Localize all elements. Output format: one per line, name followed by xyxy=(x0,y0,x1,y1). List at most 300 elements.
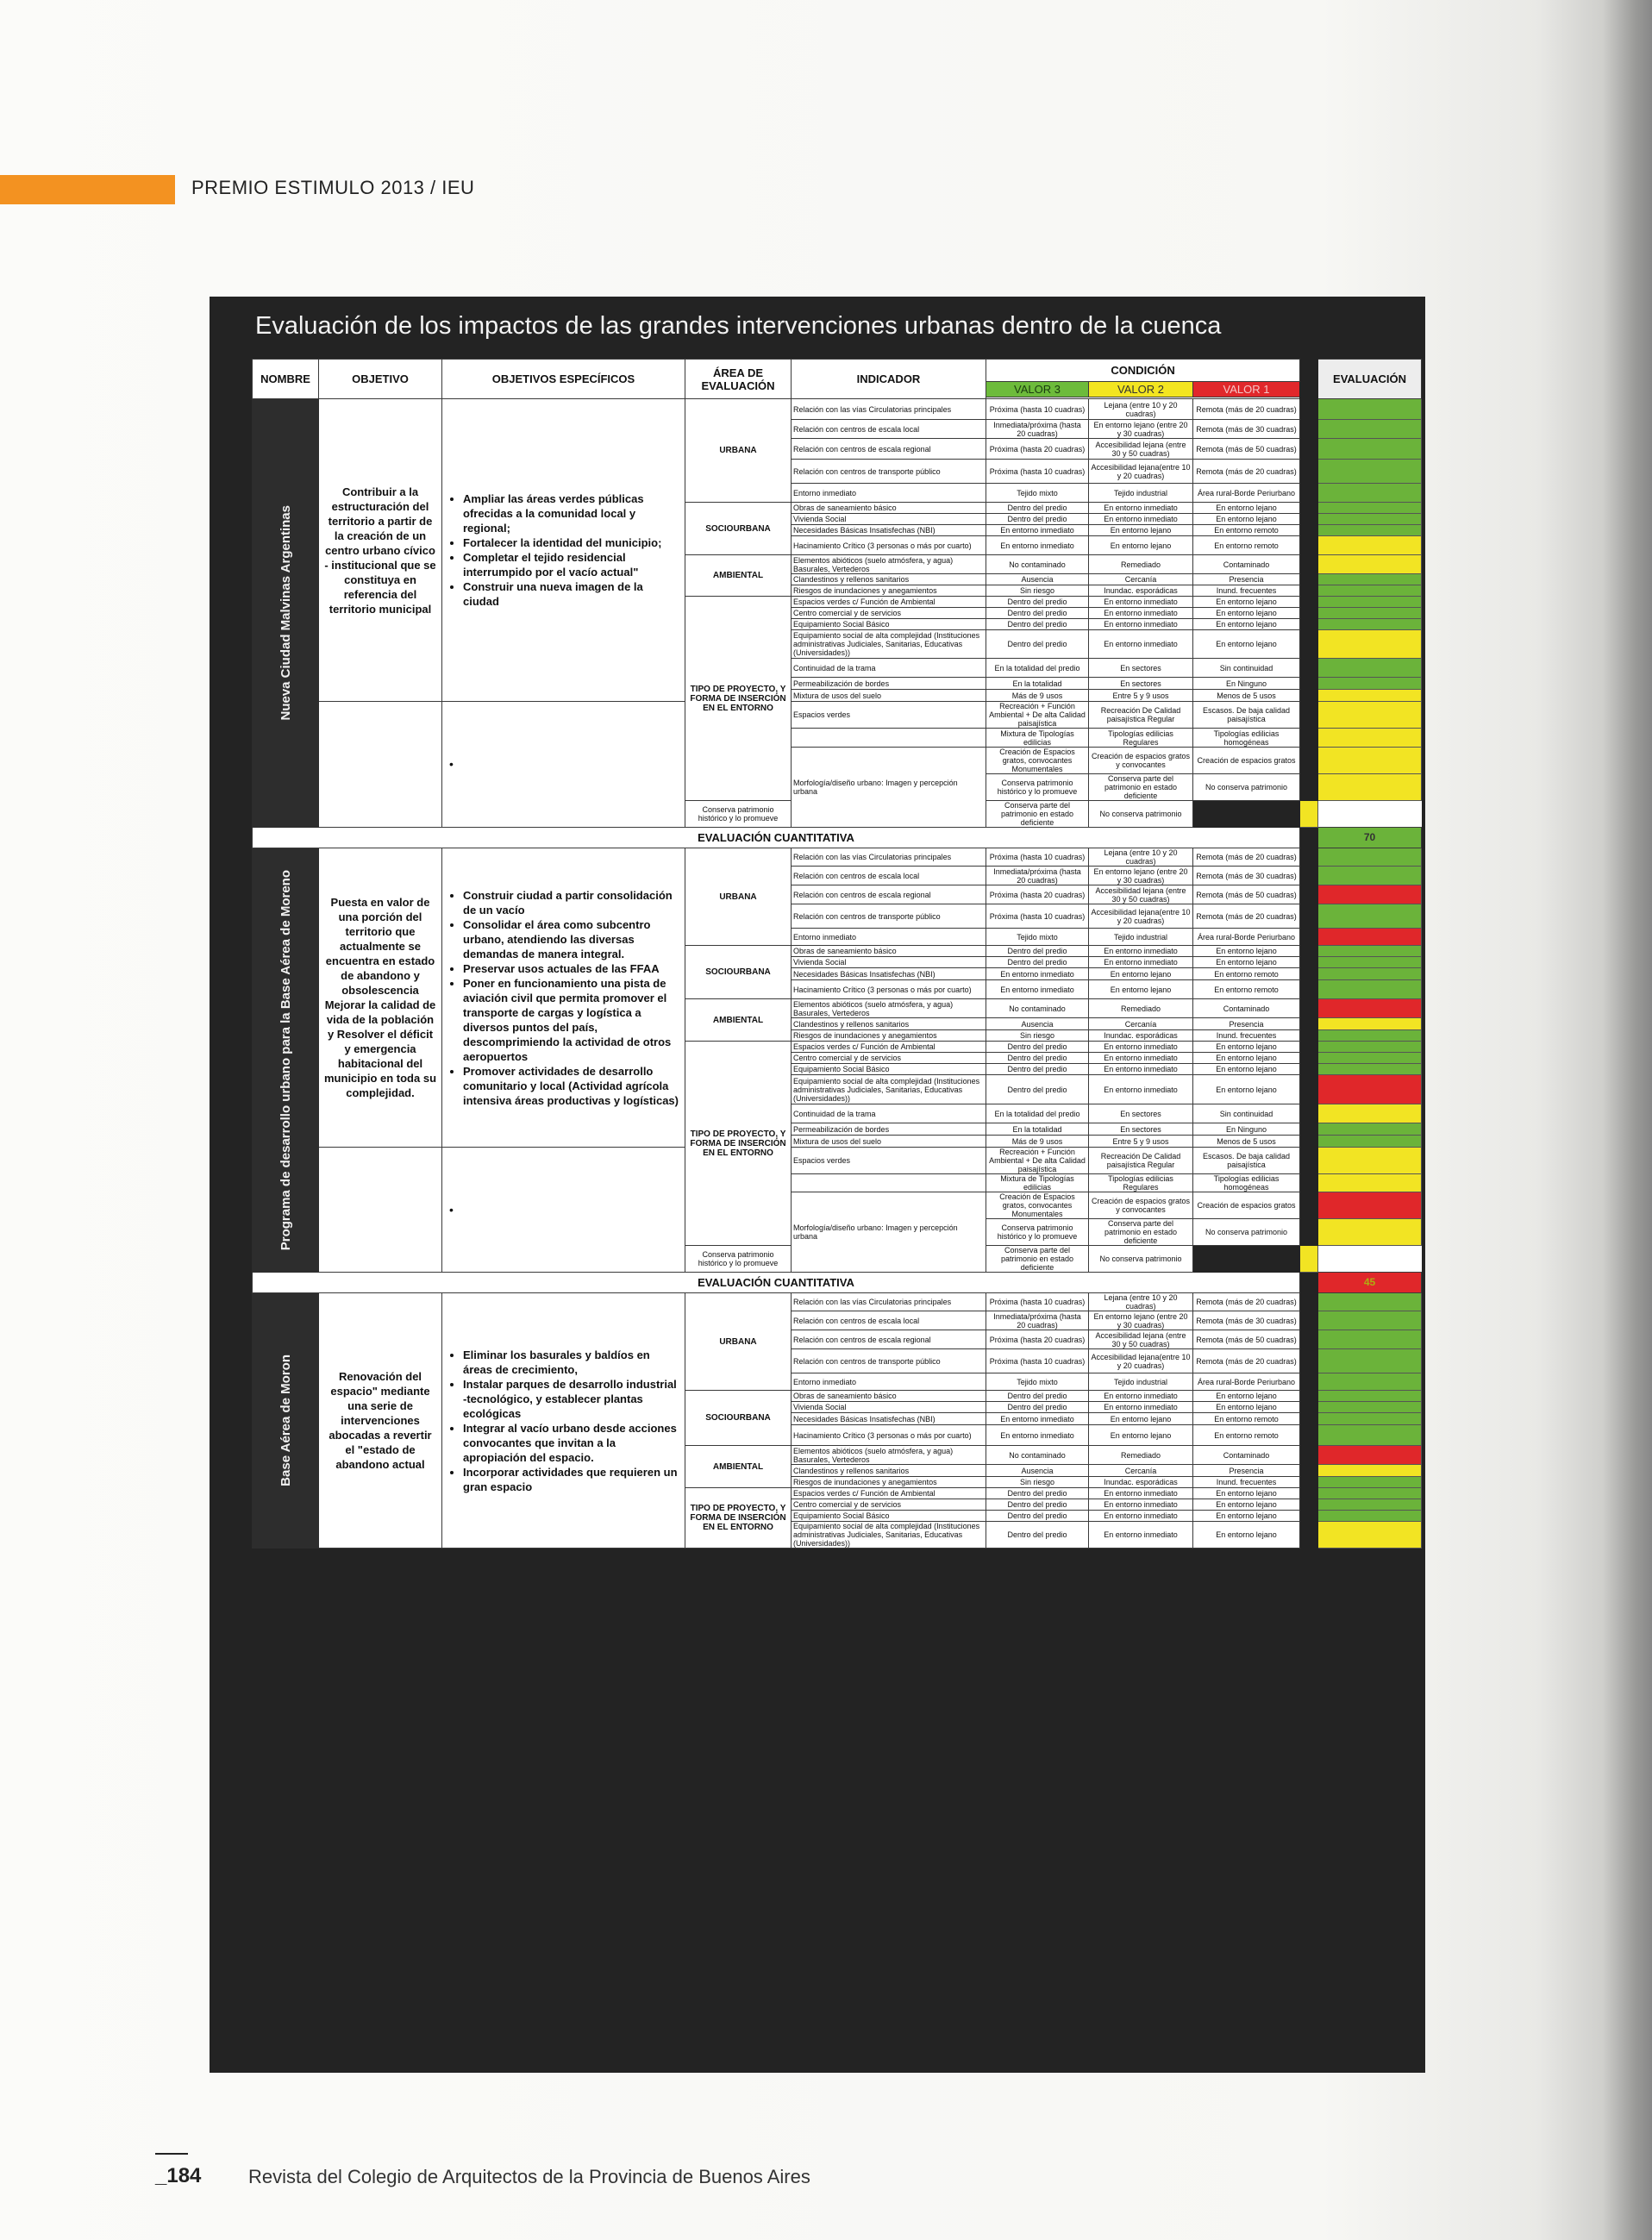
evaluation-cell xyxy=(1318,1192,1422,1219)
value-3: Dentro del predio xyxy=(986,1402,1089,1413)
value-3: En entorno inmediato xyxy=(986,1413,1089,1425)
value-3: Sin riesgo xyxy=(986,585,1089,597)
value-2: En entorno inmediato xyxy=(1089,1488,1193,1499)
indicator: Clandestinos y rellenos sanitarios xyxy=(792,1465,986,1477)
value-3: Próxima (hasta 10 cuadras) xyxy=(986,1349,1089,1373)
gap-cell xyxy=(1300,968,1318,980)
value-2: Conserva parte del patrimonio en estado deficiente xyxy=(986,1246,1089,1273)
evaluation-cell xyxy=(1318,867,1422,885)
table-row xyxy=(253,1293,1422,1311)
value-2: Creación de espacios gratos y convocantes xyxy=(1089,748,1193,774)
specific-objective-item: • Completar el tejido residencial interrumpido por el vacío actual" xyxy=(463,550,679,579)
value-3: Más de 9 usos xyxy=(986,1136,1089,1148)
value-1: Remota (más de 20 cuadras) xyxy=(1193,904,1300,929)
indicator: Elementos abióticos (suelo atmósfera, y agua) Basurales, Vertederos xyxy=(792,999,986,1018)
area-sociourbana: SOCIOURBANA xyxy=(685,503,792,555)
value-2: En entorno inmediato xyxy=(1089,1522,1193,1549)
value-1: En entorno remoto xyxy=(1193,1413,1300,1425)
table-row xyxy=(253,399,1422,420)
indicator: Espacios verdes xyxy=(792,702,986,729)
evaluation-cell xyxy=(1318,1373,1422,1391)
page-number: _184 xyxy=(155,2164,202,2187)
evaluation-cell xyxy=(1318,585,1422,597)
gap-cell xyxy=(1300,1148,1318,1174)
journal-name: Revista del Colegio de Arquitectos de la Provincia de Buenos Aires xyxy=(248,2166,810,2187)
value-3: En entorno inmediato xyxy=(986,968,1089,980)
gap-cell xyxy=(1300,702,1318,729)
area-tipo: TIPO DE PROYECTO, Y FORMA DE INSERCIÓN EN EL ENTORNO xyxy=(685,597,792,801)
area-urbana: URBANA xyxy=(685,399,792,503)
value-3: Mixtura de Tipologías edilicias xyxy=(986,1174,1089,1192)
value-1: En entorno remoto xyxy=(1193,968,1300,980)
evaluation-cell xyxy=(1318,536,1422,555)
value-1: Creación de espacios gratos xyxy=(1193,748,1300,774)
gap-cell xyxy=(1300,867,1318,885)
value-1: Remota (más de 50 cuadras) xyxy=(1193,885,1300,904)
value-1: En entorno lejano xyxy=(1193,1488,1300,1499)
gap-cell xyxy=(1300,1330,1318,1349)
value-3: Dentro del predio xyxy=(986,630,1089,659)
value-3: Conserva patrimonio histórico y lo promueve xyxy=(685,801,792,828)
value-2: Inundac. esporádicas xyxy=(1089,1030,1193,1042)
value-3: Sin riesgo xyxy=(986,1477,1089,1488)
indicator: Relación con centros de escala local xyxy=(792,1311,986,1330)
value-3: No contaminado xyxy=(986,999,1089,1018)
value-1: Sin continuidad xyxy=(1193,1104,1300,1123)
evaluation-cell xyxy=(1318,1030,1422,1042)
col-nombre: NOMBRE xyxy=(253,360,319,399)
evaluation-cell xyxy=(1318,1075,1422,1104)
value-3: Creación de Espacios gratos, convocantes Monumentales xyxy=(986,1192,1089,1219)
indicator: Mixtura de usos del suelo xyxy=(792,690,986,702)
indicator: Equipamiento Social Básico xyxy=(792,1511,986,1522)
indicator: Equipamiento social de alta complejidad (Instituciones administrativas Judiciales, Sanitarias, Educativas (Universidades)) xyxy=(792,630,986,659)
gap-cell xyxy=(1300,1391,1318,1402)
value-3: No contaminado xyxy=(986,555,1089,574)
gap-cell xyxy=(1300,1136,1318,1148)
project-name xyxy=(253,848,319,1273)
objective-empty xyxy=(319,702,442,828)
value-3: En la totalidad del predio xyxy=(986,659,1089,678)
value-3: Dentro del predio xyxy=(986,1488,1089,1499)
footer-rule xyxy=(155,2153,188,2155)
value-3: Dentro del predio xyxy=(986,1522,1089,1549)
value-3: En entorno inmediato xyxy=(986,525,1089,536)
value-3: No contaminado xyxy=(986,1446,1089,1465)
evaluation-cell xyxy=(1318,968,1422,980)
gap-cell xyxy=(1300,1522,1318,1549)
col-area: ÁREA DE EVALUACIÓN xyxy=(685,360,792,399)
area-sociourbana: SOCIOURBANA xyxy=(685,946,792,999)
specific-objectives-list xyxy=(447,1348,679,1494)
indicator: Relación con las vías Circulatorias principales xyxy=(792,399,986,420)
indicator xyxy=(792,729,986,748)
indicator: Elementos abióticos (suelo atmósfera, y agua) Basurales, Vertederos xyxy=(792,1446,986,1465)
value-3: Dentro del predio xyxy=(986,514,1089,525)
value-2: En entorno lejano xyxy=(1089,525,1193,536)
value-2: En sectores xyxy=(1089,1123,1193,1136)
gap-cell xyxy=(1300,1488,1318,1499)
value-1: Escasos. De baja calidad paisajística xyxy=(1193,1148,1300,1174)
evaluation-cell xyxy=(1318,1413,1422,1425)
gap-cell xyxy=(1300,630,1318,659)
evaluation-cell xyxy=(1318,1402,1422,1413)
gap-cell xyxy=(1300,929,1318,946)
value-3: Dentro del predio xyxy=(986,1075,1089,1104)
evaluation-cell xyxy=(1318,1219,1422,1246)
value-2: En entorno lejano (entre 20 y 30 cuadras) xyxy=(1089,1311,1193,1330)
evaluation-cell xyxy=(1318,678,1422,690)
value-2: Accesibilidad lejana(entre 10 y 20 cuadras) xyxy=(1089,1349,1193,1373)
value-1: En Ninguno xyxy=(1193,1123,1300,1136)
value-3: Ausencia xyxy=(986,574,1089,585)
indicator: Permeabilización de bordes xyxy=(792,678,986,690)
indicator: Permeabilización de bordes xyxy=(792,1123,986,1136)
value-1: En entorno remoto xyxy=(1193,525,1300,536)
indicator: Necesidades Básicas Insatisfechas (NBI) xyxy=(792,525,986,536)
evaluation-cell xyxy=(1318,848,1422,867)
gap-cell xyxy=(1300,1446,1318,1465)
value-2: Lejana (entre 10 y 20 cuadras) xyxy=(1089,399,1193,420)
area-urbana: URBANA xyxy=(685,1293,792,1391)
value-1: En entorno lejano xyxy=(1193,1402,1300,1413)
value-2: En entorno lejano xyxy=(1089,536,1193,555)
value-2: Conserva parte del patrimonio en estado deficiente xyxy=(1089,774,1193,801)
area-tipo: TIPO DE PROYECTO, Y FORMA DE INSERCIÓN EN EL ENTORNO xyxy=(685,1488,792,1549)
table-title: Evaluación de los impactos de las grandes intervenciones urbanas dentro de la cuenca xyxy=(255,312,1222,340)
value-1: Remota (más de 50 cuadras) xyxy=(1193,439,1300,460)
value-2: En sectores xyxy=(1089,678,1193,690)
value-1: En entorno lejano xyxy=(1193,957,1300,968)
value-2: Inundac. esporádicas xyxy=(1089,585,1193,597)
value-2: Conserva parte del patrimonio en estado deficiente xyxy=(986,801,1089,828)
value-1: Creación de espacios gratos xyxy=(1193,1192,1300,1219)
value-1: Inund. frecuentes xyxy=(1193,1477,1300,1488)
gap-cell xyxy=(1300,690,1318,702)
table-body xyxy=(253,399,1422,1549)
value-2: Accesibilidad lejana (entre 30 y 50 cuadras) xyxy=(1089,439,1193,460)
gap-cell xyxy=(1300,1477,1318,1488)
value-2: Cercanía xyxy=(1089,574,1193,585)
value-2: Tipologías edilicias Regulares xyxy=(1089,1174,1193,1192)
evaluation-cell xyxy=(1318,525,1422,536)
gap-cell xyxy=(1300,1373,1318,1391)
evaluation-cell xyxy=(1318,619,1422,630)
evaluation-cell xyxy=(1318,1148,1422,1174)
indicator: Continuidad de la trama xyxy=(792,659,986,678)
table-row xyxy=(253,1148,1422,1174)
indicator: Relación con centros de transporte público xyxy=(792,904,986,929)
indicator: Riesgos de inundaciones y anegamientos xyxy=(792,1030,986,1042)
gap-cell xyxy=(1300,1064,1318,1075)
value-1: En entorno lejano xyxy=(1193,503,1300,514)
value-1: Remota (más de 30 cuadras) xyxy=(1193,420,1300,439)
value-3: Próxima (hasta 20 cuadras) xyxy=(986,439,1089,460)
value-2: En entorno lejano xyxy=(1089,980,1193,999)
area-sociourbana: SOCIOURBANA xyxy=(685,1391,792,1446)
indicator: Continuidad de la trama xyxy=(792,1104,986,1123)
value-1: En entorno lejano xyxy=(1193,1522,1300,1549)
running-header: PREMIO ESTIMULO 2013 / IEU xyxy=(191,177,475,198)
value-3: Recreación + Función Ambiental + De alta Calidad paisajística xyxy=(986,1148,1089,1174)
area-ambiental: AMBIENTAL xyxy=(685,1446,792,1488)
value-3: Dentro del predio xyxy=(986,1391,1089,1402)
project-name-text: Programa de desarrollo urbano para la Base Aérea de Moreno xyxy=(278,869,293,1251)
evaluation-cell xyxy=(1318,957,1422,968)
specific-objective-item: • Preservar usos actuales de las FFAA xyxy=(463,961,679,976)
evaluation-cell xyxy=(1318,702,1422,729)
gap-cell xyxy=(1300,1042,1318,1053)
indicator: Obras de saneamiento básico xyxy=(792,1391,986,1402)
value-3: Dentro del predio xyxy=(986,946,1089,957)
gap-cell xyxy=(1300,1425,1318,1446)
value-3: Dentro del predio xyxy=(986,957,1089,968)
indicator: Equipamiento Social Básico xyxy=(792,619,986,630)
value-1: No conserva patrimonio xyxy=(1089,801,1193,828)
empty-bullet: • xyxy=(442,702,685,828)
summary-label: EVALUACIÓN CUANTITATIVA xyxy=(253,828,1300,848)
value-2: En entorno inmediato xyxy=(1089,1064,1193,1075)
value-1: Sin continuidad xyxy=(1193,659,1300,678)
evaluation-cell xyxy=(1318,1522,1422,1549)
value-2: En entorno inmediato xyxy=(1089,1042,1193,1053)
gap-cell xyxy=(1300,1174,1318,1192)
value-3: Próxima (hasta 10 cuadras) xyxy=(986,1293,1089,1311)
value-2: Cercanía xyxy=(1089,1465,1193,1477)
indicator: Vivienda Social xyxy=(792,514,986,525)
area-ambiental: AMBIENTAL xyxy=(685,999,792,1042)
value-1: Escasos. De baja calidad paisajística xyxy=(1193,702,1300,729)
value-1: Inund. frecuentes xyxy=(1193,1030,1300,1042)
evaluation-cell xyxy=(1318,690,1422,702)
value-3: Próxima (hasta 10 cuadras) xyxy=(986,904,1089,929)
value-3: Ausencia xyxy=(986,1018,1089,1030)
gap-cell xyxy=(1300,1030,1318,1042)
value-1: Área rural-Borde Periurbano xyxy=(1193,484,1300,503)
value-3: Próxima (hasta 20 cuadras) xyxy=(986,885,1089,904)
value-3: Recreación + Función Ambiental + De alta Calidad paisajística xyxy=(986,702,1089,729)
gap-cell xyxy=(1300,619,1318,630)
evaluation-cell xyxy=(1318,574,1422,585)
value-1: Menos de 5 usos xyxy=(1193,1136,1300,1148)
value-3: En la totalidad xyxy=(986,678,1089,690)
evaluation-cell xyxy=(1318,946,1422,957)
evaluation-cell xyxy=(1318,1018,1422,1030)
evaluation-cell xyxy=(1318,1477,1422,1488)
col-indicador: INDICADOR xyxy=(792,360,986,399)
value-2: En entorno lejano xyxy=(1089,968,1193,980)
value-2: En entorno inmediato xyxy=(1089,1402,1193,1413)
evaluation-cell xyxy=(1318,1330,1422,1349)
gap-cell xyxy=(1300,460,1318,484)
value-3: Próxima (hasta 10 cuadras) xyxy=(986,848,1089,867)
value-3: Ausencia xyxy=(986,1465,1089,1477)
value-1: En entorno lejano xyxy=(1193,1064,1300,1075)
specific-objective-item: • Construir ciudad a partir consolidación de un vacío xyxy=(463,888,679,917)
value-3: Próxima (hasta 20 cuadras) xyxy=(986,1330,1089,1349)
value-1: Remota (más de 20 cuadras) xyxy=(1193,1293,1300,1311)
value-2: En sectores xyxy=(1089,1104,1193,1123)
gap-cell xyxy=(1300,1053,1318,1064)
gap-cell xyxy=(1300,774,1318,801)
value-3: Dentro del predio xyxy=(986,1053,1089,1064)
gap-cell xyxy=(1300,904,1318,929)
indicator: Morfología/diseño urbano: Imagen y percepción urbana xyxy=(792,1192,986,1273)
value-1: Presencia xyxy=(1193,1465,1300,1477)
indicator: Obras de saneamiento básico xyxy=(792,946,986,957)
value-2: Entre 5 y 9 usos xyxy=(1089,690,1193,702)
value-1: En entorno lejano xyxy=(1193,1511,1300,1522)
value-1: En entorno lejano xyxy=(1193,1499,1300,1511)
value-2: En entorno inmediato xyxy=(1089,608,1193,619)
value-2: En entorno lejano xyxy=(1089,1425,1193,1446)
evaluation-cell xyxy=(1318,1064,1422,1075)
indicator: Entorno inmediato xyxy=(792,929,986,946)
evaluation-cell xyxy=(1318,399,1422,420)
gap-cell xyxy=(1193,801,1300,828)
value-1: En entorno remoto xyxy=(1193,536,1300,555)
value-1: Remota (más de 20 cuadras) xyxy=(1193,399,1300,420)
specific-objective-item: • Fortalecer la identidad del municipio; xyxy=(463,535,679,550)
value-2: Lejana (entre 10 y 20 cuadras) xyxy=(1089,1293,1193,1311)
value-3: Inmediata/próxima (hasta 20 cuadras) xyxy=(986,1311,1089,1330)
col-valor-1: VALOR 1 xyxy=(1193,382,1300,397)
evaluation-cell xyxy=(1318,1488,1422,1499)
indicator: Clandestinos y rellenos sanitarios xyxy=(792,574,986,585)
value-1: Remota (más de 50 cuadras) xyxy=(1193,1330,1300,1349)
value-3: Tejido mixto xyxy=(986,1373,1089,1391)
evaluation-cell xyxy=(1318,1293,1422,1311)
gap-cell xyxy=(1300,999,1318,1018)
value-1: No conserva patrimonio xyxy=(1193,1219,1300,1246)
gap-cell xyxy=(1300,536,1318,555)
gap-cell xyxy=(1300,597,1318,608)
evaluation-cell xyxy=(1318,420,1422,439)
evaluation-cell xyxy=(1318,1123,1422,1136)
value-1: En entorno lejano xyxy=(1193,630,1300,659)
evaluation-cell xyxy=(1318,929,1422,946)
indicator: Espacios verdes c/ Función de Ambiental xyxy=(792,1488,986,1499)
gap-cell xyxy=(1300,525,1318,536)
gap-cell xyxy=(1300,1413,1318,1425)
value-3: Próxima (hasta 10 cuadras) xyxy=(986,399,1089,420)
value-1: Contaminado xyxy=(1193,555,1300,574)
gap-cell xyxy=(1300,574,1318,585)
gap-cell xyxy=(1300,439,1318,460)
gap-cell xyxy=(1300,1075,1318,1104)
value-2: En entorno lejano (entre 20 y 30 cuadras) xyxy=(1089,867,1193,885)
value-3: En entorno inmediato xyxy=(986,536,1089,555)
evaluation-cell xyxy=(1318,484,1422,503)
summary-row xyxy=(253,828,1422,848)
gap-cell xyxy=(1300,848,1318,867)
value-2: En entorno inmediato xyxy=(1089,957,1193,968)
evaluation-table xyxy=(252,359,1422,1549)
value-2: Accesibilidad lejana(entre 10 y 20 cuadras) xyxy=(1089,460,1193,484)
value-1: En entorno lejano xyxy=(1193,946,1300,957)
gap-cell xyxy=(1300,729,1318,748)
value-2: En entorno inmediato xyxy=(1089,630,1193,659)
evaluation-cell xyxy=(1318,439,1422,460)
value-2: Lejana (entre 10 y 20 cuadras) xyxy=(1089,848,1193,867)
value-1: Contaminado xyxy=(1193,999,1300,1018)
indicator: Relación con las vías Circulatorias principales xyxy=(792,848,986,867)
gap-cell xyxy=(1300,1123,1318,1136)
value-2: En entorno inmediato xyxy=(1089,946,1193,957)
value-2: Tejido industrial xyxy=(1089,484,1193,503)
value-2: En entorno inmediato xyxy=(1089,503,1193,514)
value-2: Conserva parte del patrimonio en estado deficiente xyxy=(1089,1219,1193,1246)
value-2: Entre 5 y 9 usos xyxy=(1089,1136,1193,1148)
evaluation-cell xyxy=(1318,980,1422,999)
evaluation-cell xyxy=(1318,729,1422,748)
evaluation-cell xyxy=(1300,801,1318,828)
value-1: En entorno remoto xyxy=(1193,980,1300,999)
evaluation-cell xyxy=(1318,1042,1422,1053)
value-3: Conserva patrimonio histórico y lo promueve xyxy=(986,1219,1089,1246)
value-3: Inmediata/próxima (hasta 20 cuadras) xyxy=(986,867,1089,885)
area-urbana: URBANA xyxy=(685,848,792,946)
gap-cell xyxy=(1300,399,1318,420)
gap-cell xyxy=(1300,514,1318,525)
project-name xyxy=(253,399,319,828)
evaluation-cell xyxy=(1318,1349,1422,1373)
col-objetivo: OBJETIVO xyxy=(319,360,442,399)
project-name xyxy=(253,1293,319,1549)
value-3: Dentro del predio xyxy=(986,503,1089,514)
gap-cell xyxy=(1300,1192,1318,1219)
indicator: Centro comercial y de servicios xyxy=(792,1499,986,1511)
value-3: Inmediata/próxima (hasta 20 cuadras) xyxy=(986,420,1089,439)
value-2: Tejido industrial xyxy=(1089,929,1193,946)
evaluation-cell xyxy=(1318,1174,1422,1192)
indicator: Riesgos de inundaciones y anegamientos xyxy=(792,1477,986,1488)
gap-cell xyxy=(1300,1219,1318,1246)
evaluation-cell xyxy=(1318,630,1422,659)
value-3: Dentro del predio xyxy=(986,597,1089,608)
value-1: Área rural-Borde Periurbano xyxy=(1193,929,1300,946)
gap-cell xyxy=(1300,1018,1318,1030)
indicator: Hacinamiento Crítico (3 personas o más por cuarto) xyxy=(792,1425,986,1446)
value-2: Accesibilidad lejana (entre 30 y 50 cuadras) xyxy=(1089,1330,1193,1349)
indicator: Entorno inmediato xyxy=(792,1373,986,1391)
evaluation-cell xyxy=(1318,608,1422,619)
objective-empty xyxy=(319,1148,442,1273)
evaluation-cell xyxy=(1318,514,1422,525)
value-3: Dentro del predio xyxy=(986,1042,1089,1053)
value-3: En entorno inmediato xyxy=(986,1425,1089,1446)
objective: Renovación del espacio" mediante una serie de intervenciones abocadas a revertir el "estado de abandono actual xyxy=(319,1293,442,1549)
indicator xyxy=(792,1174,986,1192)
value-3: Dentro del predio xyxy=(986,1511,1089,1522)
specific-objective-item: • Construir una nueva imagen de la ciudad xyxy=(463,579,679,609)
objective: Contribuir a la estructuración del territorio a partir de la creación de un centro urbano cívico - institucional que se constituya en referencia del territorio municipal xyxy=(319,399,442,702)
value-3: En la totalidad xyxy=(986,1123,1089,1136)
gap-cell xyxy=(1300,1499,1318,1511)
gap-cell xyxy=(1300,980,1318,999)
value-1: Menos de 5 usos xyxy=(1193,690,1300,702)
project-name-text: Nueva Ciudad Malvinas Argentinas xyxy=(278,505,293,721)
evaluation-cell xyxy=(1318,1511,1422,1522)
gap-cell xyxy=(1300,1465,1318,1477)
value-1: Remota (más de 20 cuadras) xyxy=(1193,460,1300,484)
value-3: Mixtura de Tipologías edilicias xyxy=(986,729,1089,748)
table-row xyxy=(253,702,1422,729)
value-1: Remota (más de 30 cuadras) xyxy=(1193,1311,1300,1330)
value-1: En entorno lejano xyxy=(1193,1053,1300,1064)
gap-cell xyxy=(1300,1402,1318,1413)
indicator: Equipamiento Social Básico xyxy=(792,1064,986,1075)
